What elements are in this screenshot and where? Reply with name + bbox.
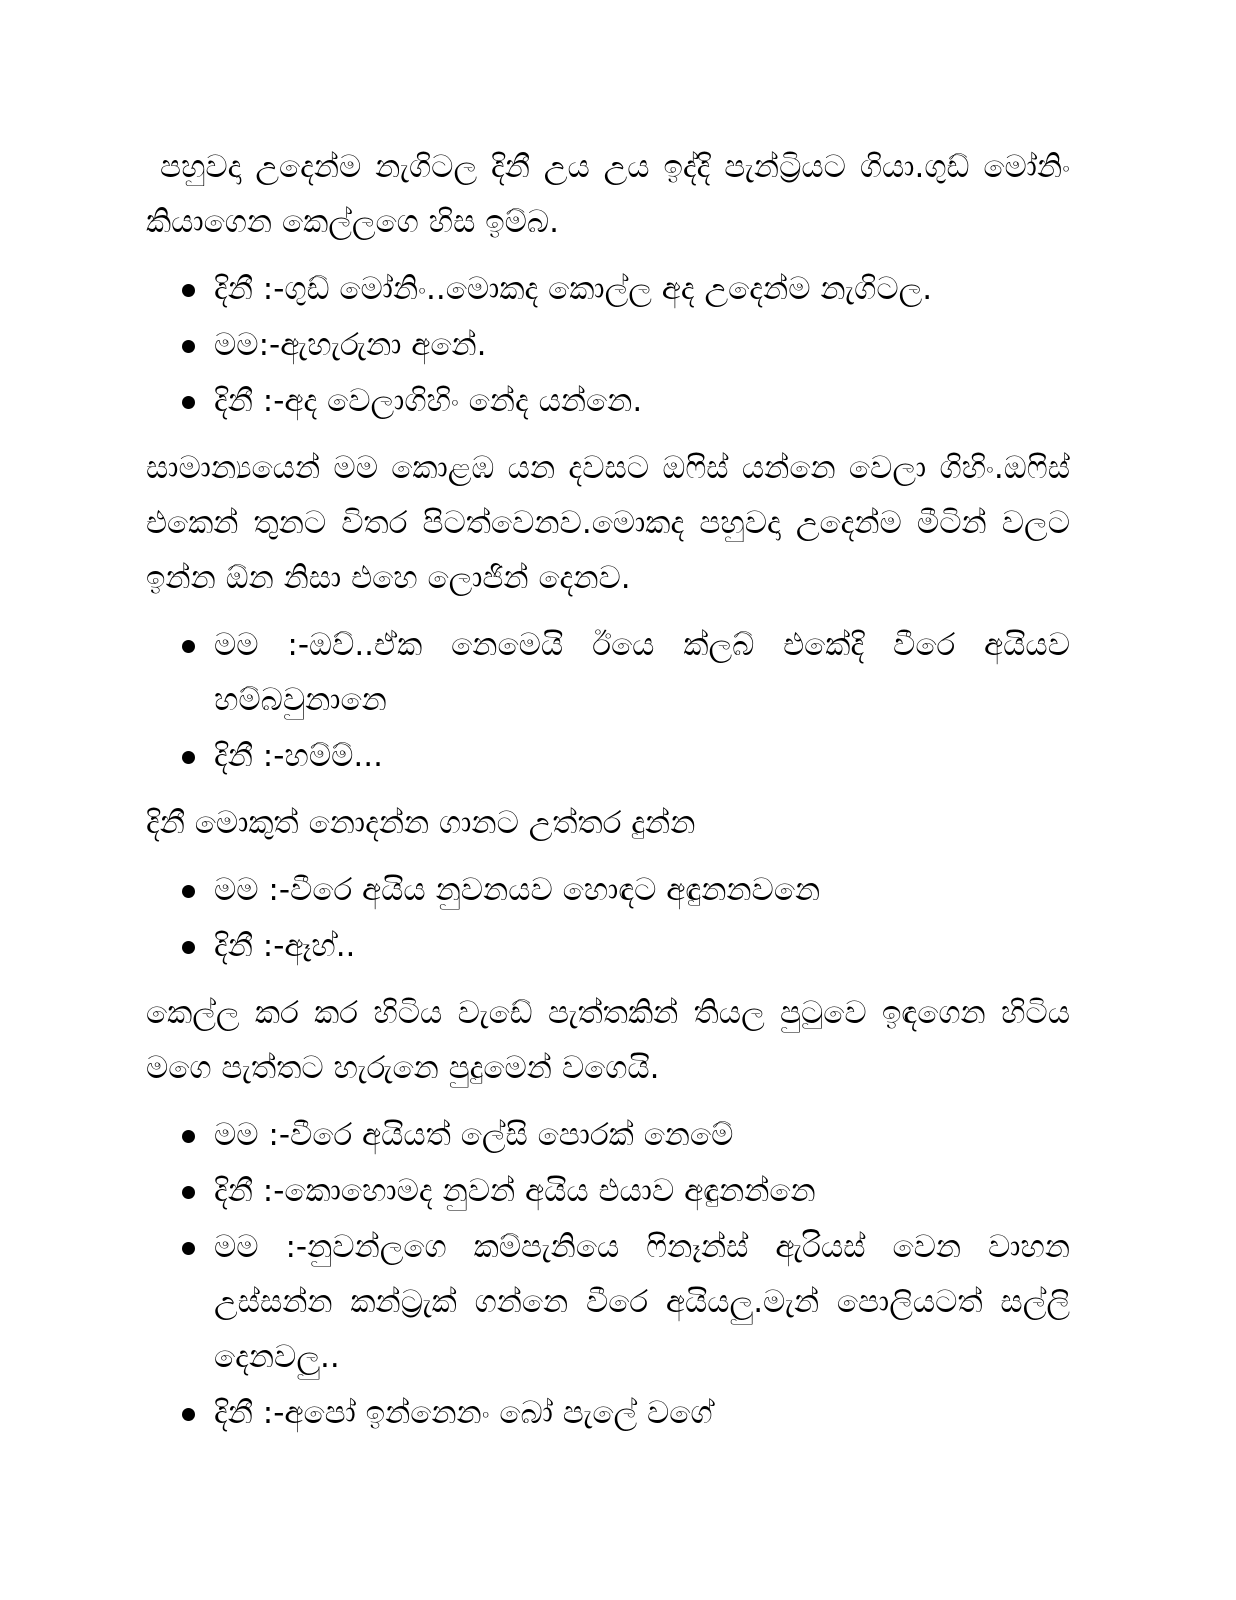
bullet-icon [182, 1130, 195, 1143]
dialog-list-2 [146, 618, 1070, 784]
dialog-text: දිනී :-කොහොමද නුවන් අයිය එයාව අඳුනන්නෙ [214, 1173, 816, 1209]
dialog-line [146, 1164, 1070, 1219]
bullet-icon [182, 1186, 195, 1199]
dialog-text: දිනී :-අපෝ ඉන්නෙනං බෝ පැලේ වගේ [214, 1395, 713, 1431]
dialog-line [146, 618, 1070, 728]
dialog-text: දිනී :-හම්ම්... [214, 738, 383, 774]
dialog-line [146, 262, 1070, 317]
dialog-text: මම :-නුවන්ලගෙ කම්පැනියෙ ෆිනෑන්ස් ඇරියස් වෙන වාහන උස්සන්න කන්ට්‍රැක් ගන්නෙ වීරෙ අයියලු.මැන් පොලියටත් සල්ලි දෙනවලු.. [214, 1229, 1070, 1375]
dialog-text: මම :-වීරෙ අයිය නුවනයව හොඳට අඳුනනවනෙ [214, 872, 821, 908]
bullet-icon [182, 396, 195, 409]
dialog-line [146, 919, 1070, 974]
paragraph-2: සාමාන්‍යයෙන් මම කොළඹ යන දවසට ඔෆිස් යන්නෙ වෙලා ගිහිං.ඔෆිස් එකෙන් තුනට විතර පිටත්වෙනව.මොකද පහුවදා උදෙන්ම මීටින් වලට ඉන්න ඕන නිසා එහෙ ලොජින් දෙනව. [146, 450, 1070, 596]
bullet-icon [182, 640, 195, 653]
dialog-list-3 [146, 863, 1070, 974]
bullet-icon [182, 284, 195, 297]
bullet-icon [182, 1242, 195, 1255]
dialog-line [146, 1220, 1070, 1385]
bullet-icon [182, 885, 195, 898]
dialog-text: මම :-ඔව්..ඒක නෙමෙයි ඊයෙ ක්ලබ් එකේදි වීරෙ අයියව හම්බවුනානෙ [214, 627, 1070, 718]
dialog-line [146, 863, 1070, 918]
bullet-icon [182, 340, 195, 353]
dialog-line [146, 1386, 1070, 1441]
paragraph-3: දිනී මොකුත් නොදන්න ගානට උත්තර දුන්න [146, 805, 696, 841]
dialog-line [146, 1108, 1070, 1163]
paragraph-4: කෙල්ල කර කර හිටිය වැඩේ පැත්තකින් තියල පුටුවෙ ඉඳගෙන හිටිය මගෙ පැත්තට හැරුනෙ පුදුමෙන් වගෙයි. [146, 995, 1070, 1086]
document-page [146, 140, 1070, 1453]
dialog-list-1 [146, 262, 1070, 429]
bullet-icon [182, 941, 195, 954]
bullet-icon [182, 751, 195, 764]
dialog-text: දිනී :-අද වෙලාගිහිං නේද යන්නෙ. [214, 383, 643, 419]
dialog-line [146, 729, 1070, 784]
dialog-text: දිනී :-ගුඩ් මෝනිං..මොකද කොල්ල අද උදෙන්ම නැගිටල. [214, 271, 933, 307]
paragraph-1: පහුවදා උදෙන්ම නැගිටල දිනී උය උය ඉද්දි පැන්ට්‍රියට ගියා.ගුඩ් මෝනිං කියාගෙන කෙල්ලගෙ හිස ඉම්බ. [146, 149, 1070, 240]
dialog-text: මම :-වීරෙ අයියත් ලේසි පොරක් නෙමේ [214, 1117, 734, 1153]
dialog-line [146, 318, 1070, 373]
dialog-list-4 [146, 1108, 1070, 1441]
dialog-text: දිනී :-ඈහ්.. [214, 928, 356, 964]
bullet-icon [182, 1408, 195, 1421]
dialog-line [146, 374, 1070, 429]
dialog-text: මම:-ඇහැරුනා අනේ. [214, 327, 487, 363]
